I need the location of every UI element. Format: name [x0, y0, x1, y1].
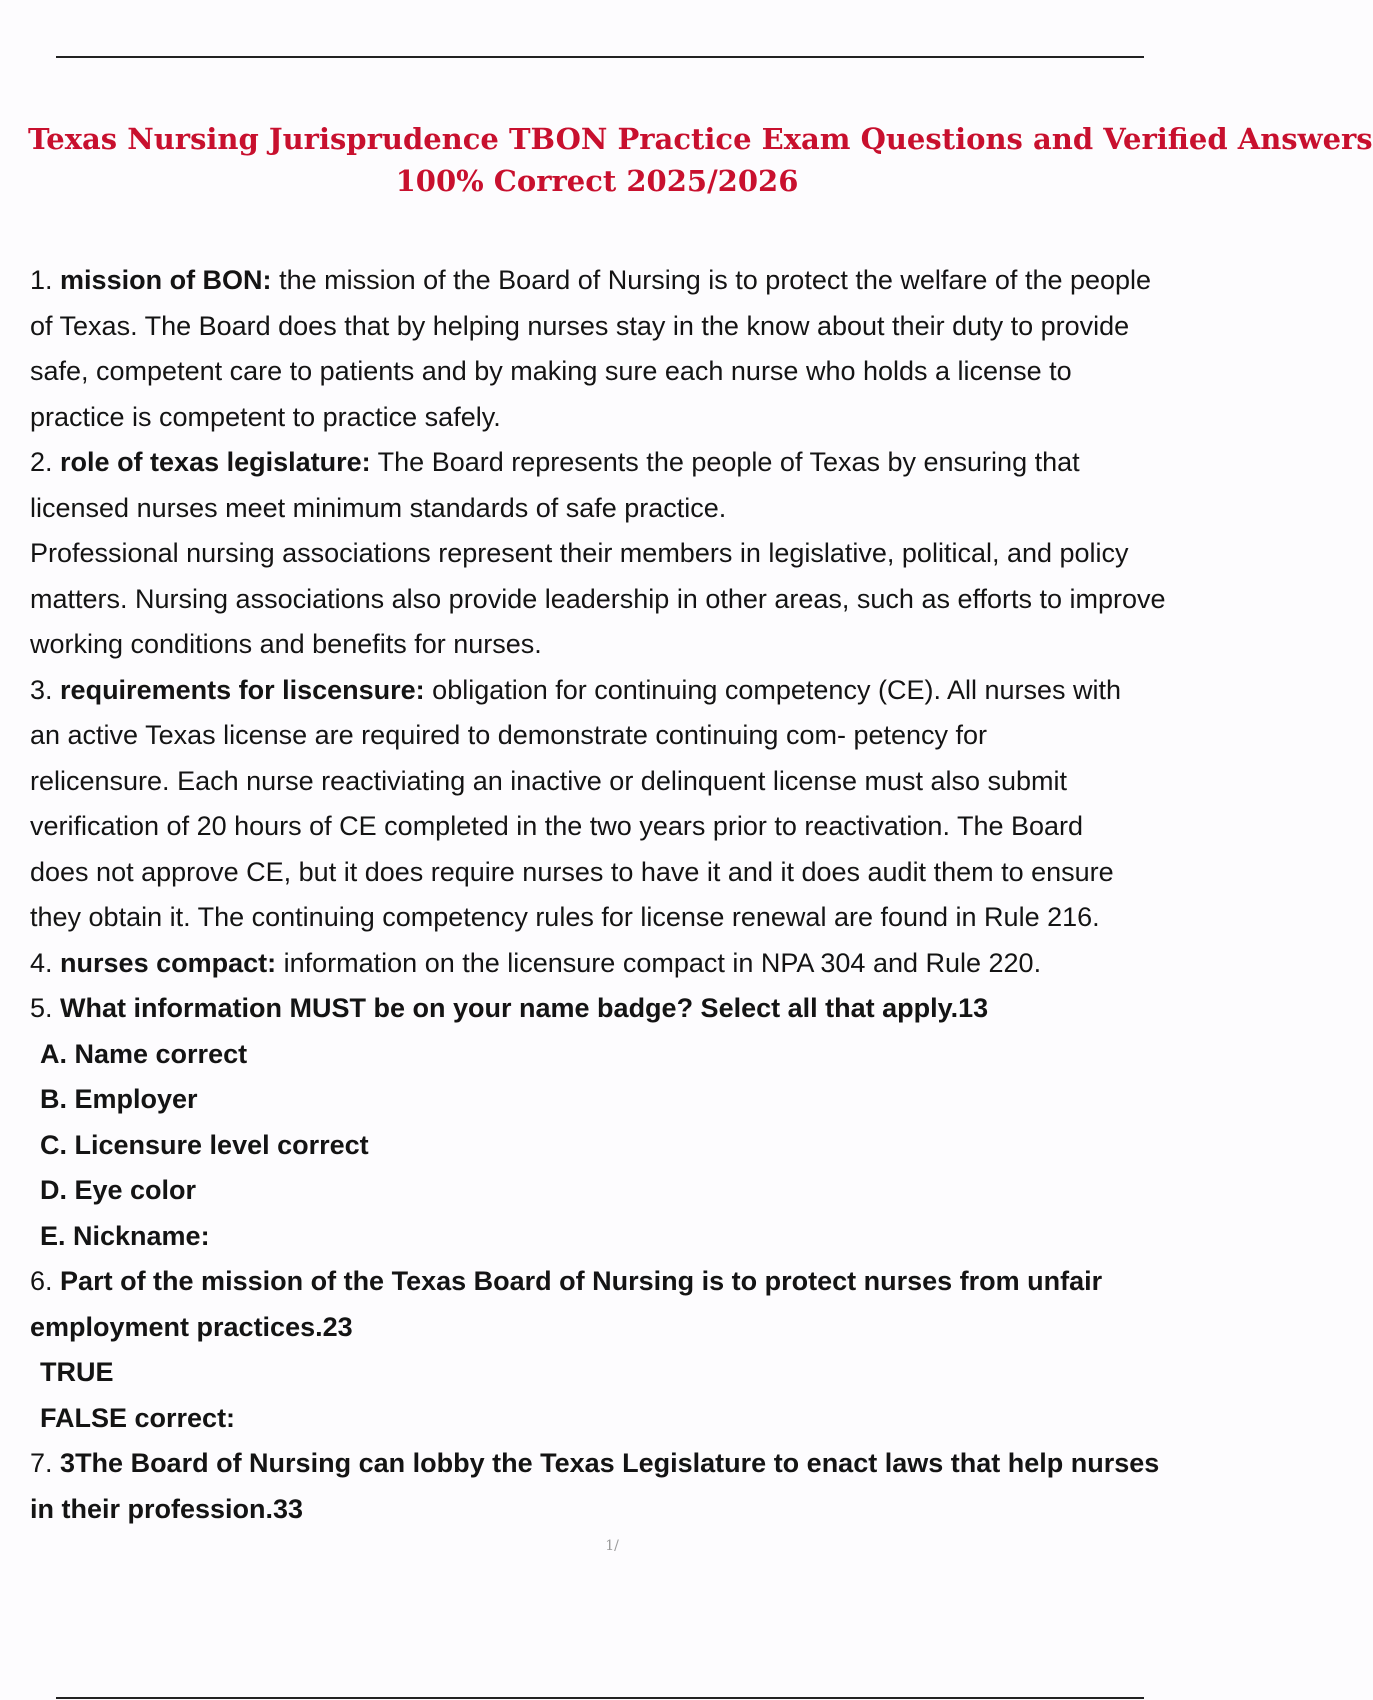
item-text-line: safe, competent care to patients and by making sure each nurse who holds a license to — [30, 356, 1072, 386]
answer-option-d: D. Eye color — [40, 1175, 197, 1205]
question-text-line: employment practices.23 — [30, 1311, 353, 1342]
qa-item-first-line — [30, 440, 1200, 486]
question-6 — [30, 1259, 1200, 1441]
item-text-line: working conditions and benefits for nurses. — [30, 629, 542, 659]
top-rule — [56, 56, 1144, 58]
item-text-line: practice is competent to practice safely. — [30, 401, 501, 432]
question-number: 6. — [30, 1266, 53, 1296]
item-text-line: relicensure. Each nurse reactiviating an inactive or delinquent license must also submit — [30, 765, 1068, 796]
document-body — [30, 258, 1200, 1532]
item-text-line: of Texas. The Board does that by helping nurses stay in the know about their duty to provide — [30, 310, 1130, 341]
qa-item-first-line — [30, 941, 1200, 987]
item-label: mission of BON: — [60, 265, 272, 295]
item-text-line: an active Texas license are required to demonstrate continuing com- petency for — [30, 720, 988, 750]
item-text: The Board represents the people of Texas by ensuring that — [370, 447, 1080, 477]
answer-option-a: A. Name correct — [40, 1038, 248, 1069]
qa-item-first-line — [30, 258, 1200, 304]
item-number: 3. — [30, 674, 53, 705]
title-line-1: Texas Nursing Jurisprudence TBON Practice Exam Questions and Verified Answers — [28, 122, 1373, 156]
item-text-line: they obtain it. The continuing competency rules for license renewal are found in Rule 216. — [30, 902, 1100, 932]
item-text-line: Professional nursing associations represent their members in legislative, political, and policy — [30, 538, 1129, 568]
item-text-line: matters. Nursing associations also provide leadership in other areas, such as efforts to improve — [30, 583, 1166, 614]
item-text: obligation for continuing competency (CE). All nurses with — [424, 674, 1122, 705]
item-text-line: does not approve CE, but it does require nurses to have it and it does audit them to ensure — [30, 856, 1114, 887]
bottom-rule — [56, 1697, 1144, 1699]
answer-option-c: C. Licensure level correct — [40, 1129, 369, 1160]
item-text-line: verification of 20 hours of CE completed in the two years prior to reactivation. The Board — [30, 811, 1084, 841]
qa-item-1 — [30, 258, 1200, 440]
qa-item-4 — [30, 941, 1200, 987]
item-label: role of texas legislature: — [60, 447, 371, 477]
question-text: 3The Board of Nursing can lobby the Texas Legislature to enact laws that help nurses — [60, 1448, 1160, 1478]
item-text: the mission of the Board of Nursing is to protect the welfare of the people — [271, 265, 1152, 295]
item-number: 1. — [30, 265, 53, 295]
question-text-line: in their profession.33 — [30, 1493, 304, 1524]
title-line-2: 100% Correct 2025/2026 — [395, 164, 799, 198]
question-7-stem — [30, 1441, 1200, 1487]
item-label: nurses compact: — [60, 947, 277, 978]
answer-option-false: FALSE correct: — [40, 1402, 236, 1433]
question-7 — [30, 1441, 1200, 1532]
question-text: What information MUST be on your name badge? Select all that apply.13 — [60, 993, 989, 1023]
question-5-stem — [30, 986, 1200, 1032]
item-text: information on the licensure compact in NPA 304 and Rule 220. — [276, 947, 1042, 978]
answer-option-e: E. Nickname: — [40, 1220, 210, 1251]
document-title — [0, 118, 1373, 202]
question-number: 7. — [30, 1448, 53, 1478]
page-number: 1/ — [605, 1538, 619, 1554]
qa-item-2 — [30, 440, 1200, 668]
question-number: 5. — [30, 993, 53, 1023]
item-number: 4. — [30, 947, 53, 978]
question-5 — [30, 986, 1200, 1259]
item-label: requirements for liscensure: — [60, 674, 425, 705]
qa-item-3 — [30, 668, 1200, 941]
qa-item-first-line — [30, 668, 1200, 714]
answer-option-b: B. Employer — [40, 1084, 198, 1114]
question-text: Part of the mission of the Texas Board of Nursing is to protect nurses from unfair — [60, 1266, 1103, 1296]
question-6-stem — [30, 1259, 1200, 1305]
item-number: 2. — [30, 447, 53, 477]
answer-option-true: TRUE — [40, 1357, 114, 1387]
item-text-line: licensed nurses meet minimum standards of safe practice. — [30, 492, 727, 523]
